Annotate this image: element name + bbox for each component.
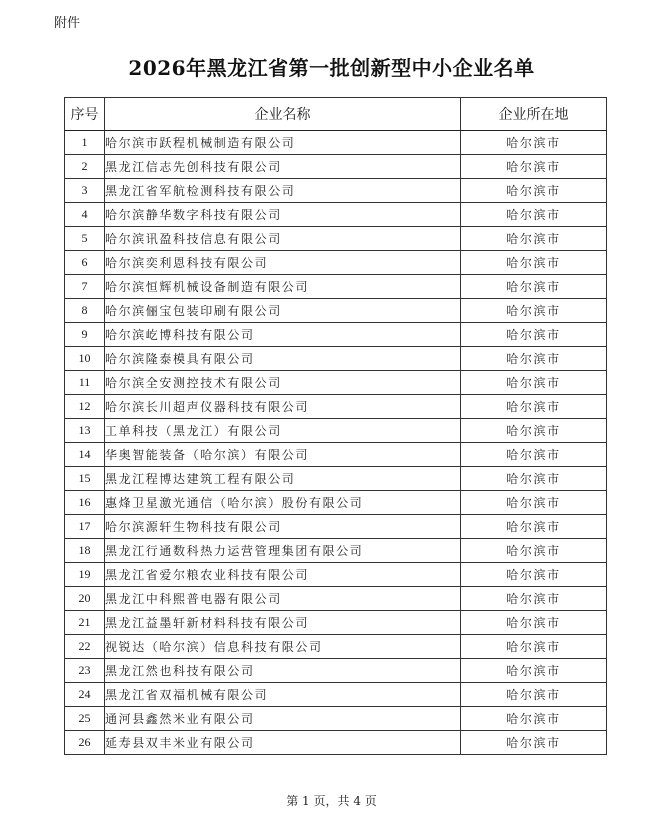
- serial-number-cell: 19: [65, 563, 105, 587]
- serial-number-cell: 3: [65, 179, 105, 203]
- company-name-cell: 哈尔滨市跃程机械制造有限公司: [105, 131, 461, 155]
- serial-number-cell: 22: [65, 635, 105, 659]
- company-location-cell: 哈尔滨市: [461, 323, 607, 347]
- company-name-cell: 通河县鑫然米业有限公司: [105, 707, 461, 731]
- table-row: [65, 299, 607, 323]
- company-name-cell: 黑龙江然也科技有限公司: [105, 659, 461, 683]
- company-name-cell: 黑龙江程博达建筑工程有限公司: [105, 467, 461, 491]
- page-number: 第 1 页，共 4 页: [286, 794, 377, 808]
- company-name-cell: 黑龙江中科熙普电器有限公司: [105, 587, 461, 611]
- company-location-cell: 哈尔滨市: [461, 731, 607, 755]
- table-row: [65, 131, 607, 155]
- company-location-cell: 哈尔滨市: [461, 155, 607, 179]
- serial-number-cell: 25: [65, 707, 105, 731]
- company-location-cell: 哈尔滨市: [461, 299, 607, 323]
- company-name-cell: 哈尔滨全安测控技术有限公司: [105, 371, 461, 395]
- company-location-cell: 哈尔滨市: [461, 131, 607, 155]
- company-location-cell: 哈尔滨市: [461, 419, 607, 443]
- serial-number-cell: 10: [65, 347, 105, 371]
- company-name-cell: 黑龙江信志先创科技有限公司: [105, 155, 461, 179]
- company-location-cell: 哈尔滨市: [461, 659, 607, 683]
- company-name-cell: 哈尔滨隆泰模具有限公司: [105, 347, 461, 371]
- company-name-cell: 哈尔滨屹博科技有限公司: [105, 323, 461, 347]
- table-row: [65, 491, 607, 515]
- company-location-cell: 哈尔滨市: [461, 251, 607, 275]
- table-row: [65, 467, 607, 491]
- table-row: [65, 227, 607, 251]
- company-location-cell: 哈尔滨市: [461, 707, 607, 731]
- company-name-cell: 哈尔滨源轩生物科技有限公司: [105, 515, 461, 539]
- company-location-cell: 哈尔滨市: [461, 611, 607, 635]
- company-name-cell: 哈尔滨讯盈科技信息有限公司: [105, 227, 461, 251]
- company-name-cell: 视锐达（哈尔滨）信息科技有限公司: [105, 635, 461, 659]
- table-row: [65, 323, 607, 347]
- table-body: [65, 131, 607, 755]
- table-row: [65, 443, 607, 467]
- company-location-cell: 哈尔滨市: [461, 443, 607, 467]
- serial-number-cell: 9: [65, 323, 105, 347]
- company-name-cell: 哈尔滨俪宝包装印刷有限公司: [105, 299, 461, 323]
- serial-number-cell: 2: [65, 155, 105, 179]
- company-location-cell: 哈尔滨市: [461, 563, 607, 587]
- table-row: [65, 611, 607, 635]
- serial-number-cell: 23: [65, 659, 105, 683]
- serial-number-cell: 6: [65, 251, 105, 275]
- table-row: [65, 587, 607, 611]
- table-row: [65, 395, 607, 419]
- table-row: [65, 659, 607, 683]
- serial-number-cell: 17: [65, 515, 105, 539]
- serial-number-cell: 8: [65, 299, 105, 323]
- serial-number-cell: 24: [65, 683, 105, 707]
- serial-number-cell: 4: [65, 203, 105, 227]
- document-title: 2026年黑龙江省第一批创新型中小企业名单: [128, 56, 535, 80]
- company-name-cell: 哈尔滨恒辉机械设备制造有限公司: [105, 275, 461, 299]
- table-row: [65, 419, 607, 443]
- company-location-cell: 哈尔滨市: [461, 539, 607, 563]
- company-name-cell: 黑龙江省军航检测科技有限公司: [105, 179, 461, 203]
- company-location-cell: 哈尔滨市: [461, 635, 607, 659]
- company-name-cell: 哈尔滨静华数字科技有限公司: [105, 203, 461, 227]
- serial-number-cell: 26: [65, 731, 105, 755]
- header-company-name: 企业名称: [105, 98, 461, 131]
- serial-number-cell: 16: [65, 491, 105, 515]
- attachment-label: 附件: [54, 16, 81, 31]
- table-row: [65, 539, 607, 563]
- table-row: [65, 731, 607, 755]
- table-row: [65, 515, 607, 539]
- company-name-cell: 惠烽卫星激光通信（哈尔滨）股份有限公司: [105, 491, 461, 515]
- serial-number-cell: 18: [65, 539, 105, 563]
- company-list-table: [64, 97, 607, 755]
- company-location-cell: 哈尔滨市: [461, 515, 607, 539]
- table-row: [65, 371, 607, 395]
- company-name-cell: 华奥智能装备（哈尔滨）有限公司: [105, 443, 461, 467]
- table-header-row: [65, 98, 607, 131]
- serial-number-cell: 13: [65, 419, 105, 443]
- company-location-cell: 哈尔滨市: [461, 179, 607, 203]
- table-row: [65, 179, 607, 203]
- serial-number-cell: 7: [65, 275, 105, 299]
- header-company-location: 企业所在地: [461, 98, 607, 131]
- serial-number-cell: 14: [65, 443, 105, 467]
- company-name-cell: 黑龙江省爱尔粮农业科技有限公司: [105, 563, 461, 587]
- serial-number-cell: 1: [65, 131, 105, 155]
- company-location-cell: 哈尔滨市: [461, 371, 607, 395]
- table-row: [65, 203, 607, 227]
- company-location-cell: 哈尔滨市: [461, 203, 607, 227]
- table-row: [65, 563, 607, 587]
- table-row: [65, 155, 607, 179]
- table-row: [65, 635, 607, 659]
- header-serial-number: 序号: [65, 98, 105, 131]
- table-row: [65, 275, 607, 299]
- company-location-cell: 哈尔滨市: [461, 587, 607, 611]
- company-name-cell: 黑龙江行通数科热力运营管理集团有限公司: [105, 539, 461, 563]
- serial-number-cell: 21: [65, 611, 105, 635]
- company-location-cell: 哈尔滨市: [461, 395, 607, 419]
- company-name-cell: 工单科技（黑龙江）有限公司: [105, 419, 461, 443]
- company-location-cell: 哈尔滨市: [461, 491, 607, 515]
- company-location-cell: 哈尔滨市: [461, 683, 607, 707]
- company-name-cell: 黑龙江益墨轩新材料科技有限公司: [105, 611, 461, 635]
- serial-number-cell: 15: [65, 467, 105, 491]
- company-name-cell: 延寿县双丰米业有限公司: [105, 731, 461, 755]
- company-name-cell: 哈尔滨奕利恩科技有限公司: [105, 251, 461, 275]
- serial-number-cell: 20: [65, 587, 105, 611]
- table-row: [65, 683, 607, 707]
- company-location-cell: 哈尔滨市: [461, 275, 607, 299]
- table-row: [65, 251, 607, 275]
- serial-number-cell: 12: [65, 395, 105, 419]
- company-name-cell: 黑龙江省双福机械有限公司: [105, 683, 461, 707]
- company-location-cell: 哈尔滨市: [461, 227, 607, 251]
- serial-number-cell: 5: [65, 227, 105, 251]
- company-name-cell: 哈尔滨长川超声仪器科技有限公司: [105, 395, 461, 419]
- table-row: [65, 707, 607, 731]
- table-row: [65, 347, 607, 371]
- serial-number-cell: 11: [65, 371, 105, 395]
- company-location-cell: 哈尔滨市: [461, 467, 607, 491]
- company-location-cell: 哈尔滨市: [461, 347, 607, 371]
